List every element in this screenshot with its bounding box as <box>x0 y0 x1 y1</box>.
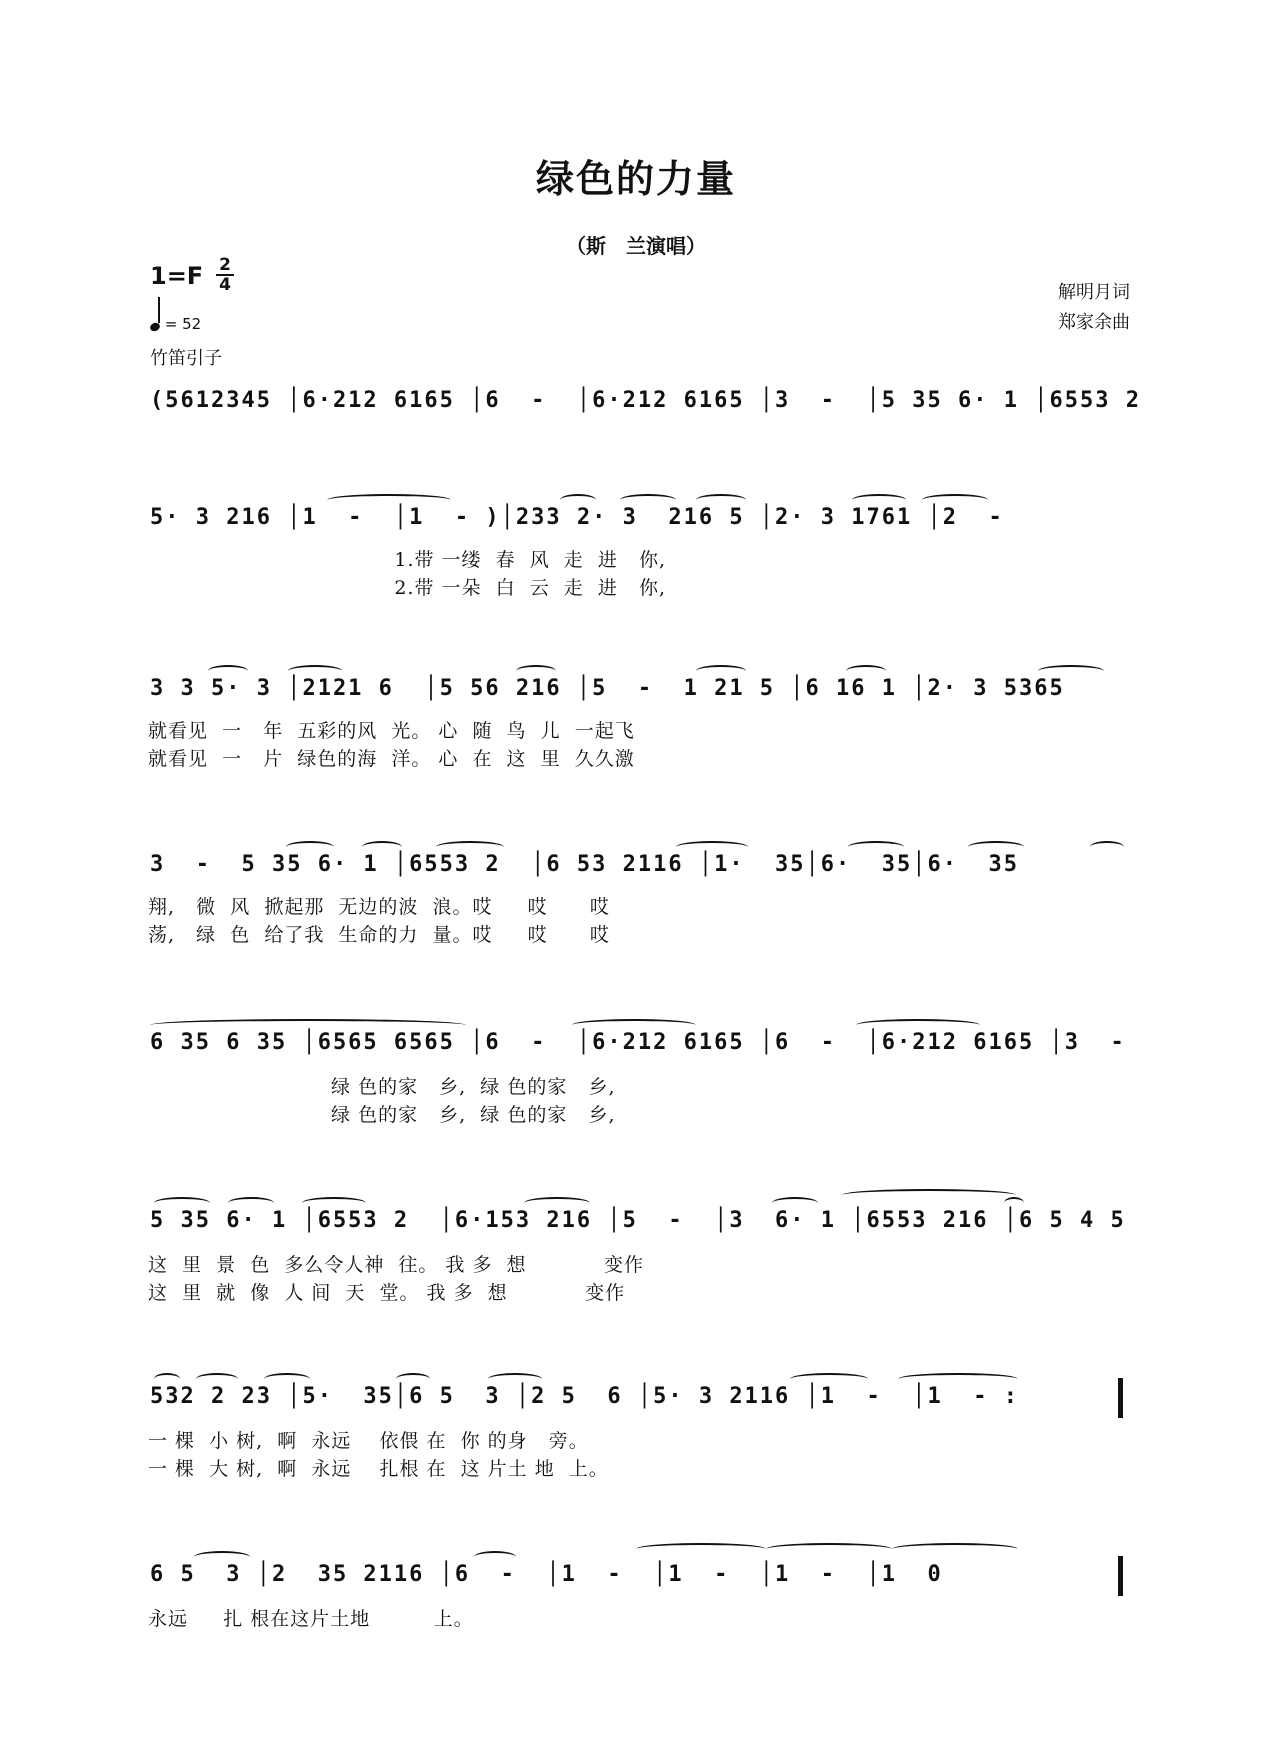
lyrics-line-5-verse-1: 绿 色的家 乡, 绿 色的家 乡, <box>148 1076 616 1098</box>
slur <box>1004 1197 1024 1209</box>
time-signature-bottom: 4 <box>219 275 231 295</box>
notation-line-3: 3 3 5· 3 │2121 6 │5 56 216 │5 - 1 21 5 │6 16 1 │2· 3 5365 <box>150 676 1065 701</box>
composer: 郑家余曲 <box>1058 312 1130 333</box>
notation-line-5: 6 35 6 35 │6565 6565 │6 - │6·212 6165 │6 - │6·212 6165 │3 - <box>150 1030 1126 1055</box>
phrase-slur <box>842 1189 1016 1201</box>
notation-line-1: (5612345 │6·212 6165 │6 - │6·212 6165 │3 - │5 35 6· 1 │6553 2 <box>150 388 1141 413</box>
slur <box>286 841 334 853</box>
slur <box>620 494 676 506</box>
lyrics-line-3-verse-2: 就看见 一 片 绿色的海 洋。 心 在 这 里 久久激 <box>148 748 635 770</box>
slur <box>524 1197 590 1209</box>
slur <box>196 1373 238 1385</box>
lyrics-line-3-verse-1: 就看见 一 年 五彩的风 光。 心 随 鸟 儿 一起飞 <box>148 720 635 742</box>
tie <box>892 1543 1018 1555</box>
slur <box>154 1373 180 1385</box>
lyrics-line-2-verse-1: 1.带 一缕 春 风 走 进 你, <box>148 549 667 571</box>
slur <box>852 494 906 506</box>
lyrics-line-8: 永远 扎 根在这片土地 上。 <box>148 1608 474 1630</box>
intro-label: 竹笛引子 <box>150 348 222 369</box>
notation-line-4: 3 - 5 35 6· 1 │6553 2 │6 53 2116 │1· 35│6· 35│6· 35 <box>150 852 1019 877</box>
phrase-slur <box>150 1019 466 1031</box>
slur <box>228 1197 274 1209</box>
lyrics-line-5-verse-2: 绿 色的家 乡, 绿 色的家 乡, <box>148 1104 616 1126</box>
slur <box>396 1373 430 1385</box>
slur <box>362 841 402 853</box>
notation-line-6: 5 35 6· 1 │6553 2 │6·153 216 │5 - │3 6· 1 │6553 216 │6 5 4 5 <box>150 1208 1126 1233</box>
slur <box>1090 841 1124 853</box>
slur <box>436 841 504 853</box>
slur <box>1038 665 1104 677</box>
slur <box>302 1197 366 1209</box>
time-signature-top: 2 <box>216 256 234 276</box>
tempo-value: = 52 <box>164 315 202 333</box>
slur <box>264 1373 310 1385</box>
notation-line-7: 532 2 23 │5· 35│6 5 3 │2 5 6 │5· 3 2116 │1 - │1 - : <box>150 1384 1019 1409</box>
time-signature <box>216 256 234 294</box>
slur <box>846 665 886 677</box>
slur <box>968 841 1024 853</box>
slur <box>790 1373 868 1385</box>
notation-line-8: 6 5 3 │2 35 2116 │6 - │1 - │1 - │1 - │1 0 <box>150 1562 943 1587</box>
slur <box>856 1019 980 1031</box>
lyrics-line-6-verse-1: 这 里 景 色 多么令人神 往。 我 多 想 变作 <box>148 1254 644 1276</box>
key-signature: 1=F <box>150 262 204 290</box>
lyrics-line-6-verse-2: 这 里 就 像 人 间 天 堂。 我 多 想 变作 <box>148 1282 626 1304</box>
slur <box>848 841 904 853</box>
lyrics-line-4-verse-2: 荡, 绿 色 给了我 生命的力 量。哎 哎 哎 <box>148 924 610 946</box>
repeat-end-barline <box>1118 1378 1123 1418</box>
final-barline <box>1118 1556 1123 1596</box>
lyrics-line-2-verse-2: 2.带 一朵 白 云 走 进 你, <box>148 577 667 599</box>
tie <box>636 1543 766 1555</box>
slur <box>474 1551 516 1563</box>
slur <box>516 665 556 677</box>
slur <box>208 665 248 677</box>
credits <box>1058 278 1130 338</box>
tie <box>898 1373 1018 1385</box>
slur <box>560 494 596 506</box>
lyrics-line-4-verse-1: 翔, 微 风 掀起那 无边的波 浪。哎 哎 哎 <box>148 896 610 918</box>
slur <box>676 841 748 853</box>
tie <box>327 494 451 506</box>
tie <box>766 1543 892 1555</box>
slur <box>194 1551 250 1563</box>
singer-credit: （斯 兰演唱） <box>566 234 706 258</box>
note-stem <box>158 297 160 323</box>
lyricist: 解明月词 <box>1058 282 1130 303</box>
notation-line-2: 5· 3 216 │1 - │1 - )│233 2· 3 216 5 │2· 3 1761 │2 - <box>150 505 1004 530</box>
lyrics-line-7-verse-2: 一 棵 大 树, 啊 永远 扎根 在 这 片土 地 上。 <box>148 1458 609 1480</box>
slur <box>772 1197 818 1209</box>
slur <box>572 1019 696 1031</box>
tempo-marking <box>150 303 201 333</box>
lyrics-line-7-verse-1: 一 棵 小 树, 啊 永远 依偎 在 你 的身 旁。 <box>148 1430 589 1452</box>
slur <box>922 494 988 506</box>
song-title: 绿色的力量 <box>535 156 736 201</box>
slur <box>696 665 746 677</box>
slur <box>154 1197 210 1209</box>
slur <box>288 665 342 677</box>
slur <box>488 1373 542 1385</box>
slur <box>696 494 746 506</box>
